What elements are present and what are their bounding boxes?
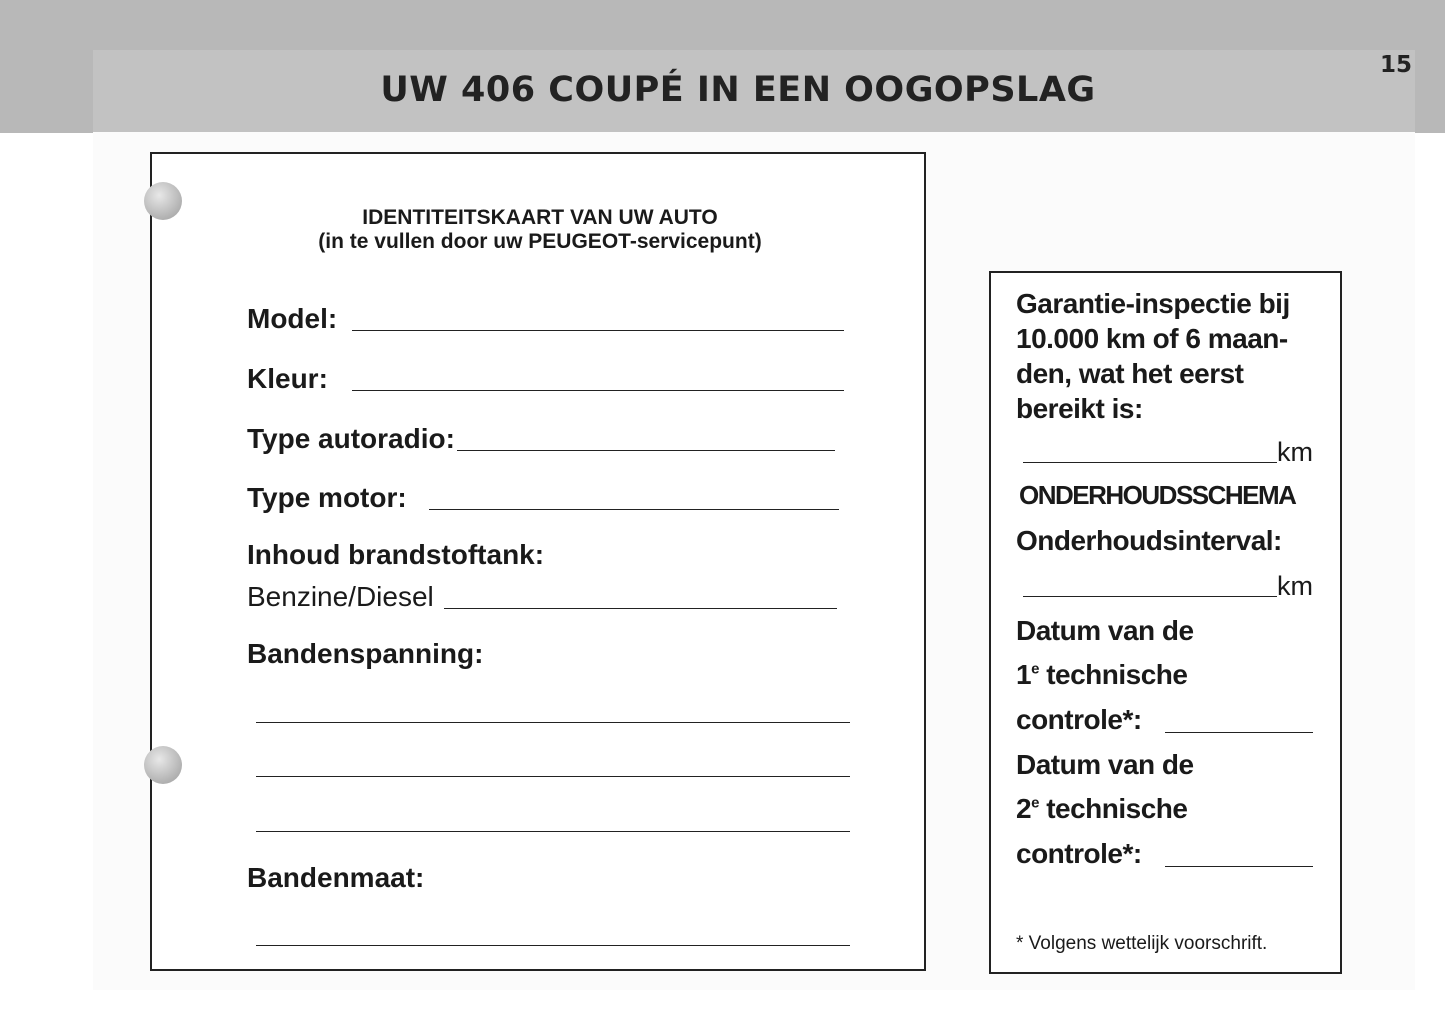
first-check-controle: controle*: xyxy=(1016,704,1142,735)
warranty-line-1: Garantie-inspectie bij xyxy=(1016,288,1290,319)
second-check-number: 2 xyxy=(1016,793,1032,824)
punch-hole-top xyxy=(144,182,182,220)
warranty-line-3: den, wat het eerst xyxy=(1016,358,1244,389)
identity-card xyxy=(150,152,926,971)
schedule-heading: ONDERHOUDSSCHEMA xyxy=(1019,480,1296,510)
model-line[interactable] xyxy=(352,330,844,331)
second-check-controle: controle*: xyxy=(1016,838,1142,869)
first-check-number: 1 xyxy=(1016,659,1032,690)
kleur-line[interactable] xyxy=(352,390,844,391)
model-label: Model: xyxy=(247,303,338,334)
tyre-pressure-label: Bandenspanning: xyxy=(247,638,484,669)
page-title-text: UW 406 COUPÉ IN EEN OOGOPSLAG xyxy=(380,70,1096,110)
motor-field[interactable] xyxy=(247,478,839,514)
fuel-field[interactable] xyxy=(247,577,837,613)
tyre-size-line[interactable] xyxy=(256,945,850,946)
kleur-field[interactable] xyxy=(247,359,844,395)
identity-card-heading xyxy=(152,206,928,254)
second-check-technische-text: technische xyxy=(1046,793,1188,824)
fuel-line[interactable] xyxy=(444,608,837,609)
tyre-pressure-line-2[interactable] xyxy=(256,776,850,777)
autoradio-line[interactable] xyxy=(457,450,835,451)
warranty-line-4: bereikt is: xyxy=(1016,393,1143,424)
model-field[interactable] xyxy=(247,299,844,335)
motor-line[interactable] xyxy=(429,509,839,510)
tank-label: Inhoud brandstoftank: xyxy=(247,539,545,570)
second-check-technische xyxy=(1016,791,1187,826)
motor-label: Type motor: xyxy=(247,482,407,513)
footnote: * Volgens wettelijk voorschrift. xyxy=(1016,933,1268,954)
tyre-pressure-line-3[interactable] xyxy=(256,831,850,832)
autoradio-field[interactable] xyxy=(247,419,835,455)
first-check-ordinal: e xyxy=(1031,660,1039,678)
second-check-date-label: Datum van de xyxy=(1016,749,1194,780)
fuel-label: Benzine/Diesel xyxy=(247,581,434,612)
page-number: 15 xyxy=(1379,52,1412,78)
punch-hole-bottom xyxy=(144,746,182,784)
second-check-date-line[interactable] xyxy=(1165,866,1313,867)
first-check-date-line[interactable] xyxy=(1165,732,1313,733)
autoradio-label: Type autoradio: xyxy=(247,423,455,454)
identity-card-subtitle: (in te vullen door uw PEUGEOT-servicepunt) xyxy=(318,230,762,253)
interval-label: Onderhoudsinterval: xyxy=(1016,525,1282,556)
second-check-ordinal: e xyxy=(1031,794,1039,812)
identity-card-title: IDENTITEITSKAART VAN UW AUTO xyxy=(362,206,718,229)
interval-km-field[interactable] xyxy=(1023,567,1313,601)
first-check-technische-text: technische xyxy=(1046,659,1188,690)
service-box xyxy=(989,271,1342,974)
kleur-label: Kleur: xyxy=(247,363,328,394)
interval-km-unit: km xyxy=(1277,571,1313,601)
warranty-km-unit: km xyxy=(1277,437,1313,467)
tyre-pressure-line-1[interactable] xyxy=(256,722,850,723)
first-check-technische xyxy=(1016,657,1187,692)
first-check-date-label: Datum van de xyxy=(1016,615,1194,646)
tyre-size-label: Bandenmaat: xyxy=(247,862,425,893)
interval-km-line[interactable] xyxy=(1023,596,1277,597)
warranty-line-2: 10.000 km of 6 maan- xyxy=(1016,323,1288,354)
warranty-km-field[interactable] xyxy=(1023,433,1313,467)
warranty-km-line[interactable] xyxy=(1023,462,1277,463)
page-title xyxy=(93,70,1403,110)
